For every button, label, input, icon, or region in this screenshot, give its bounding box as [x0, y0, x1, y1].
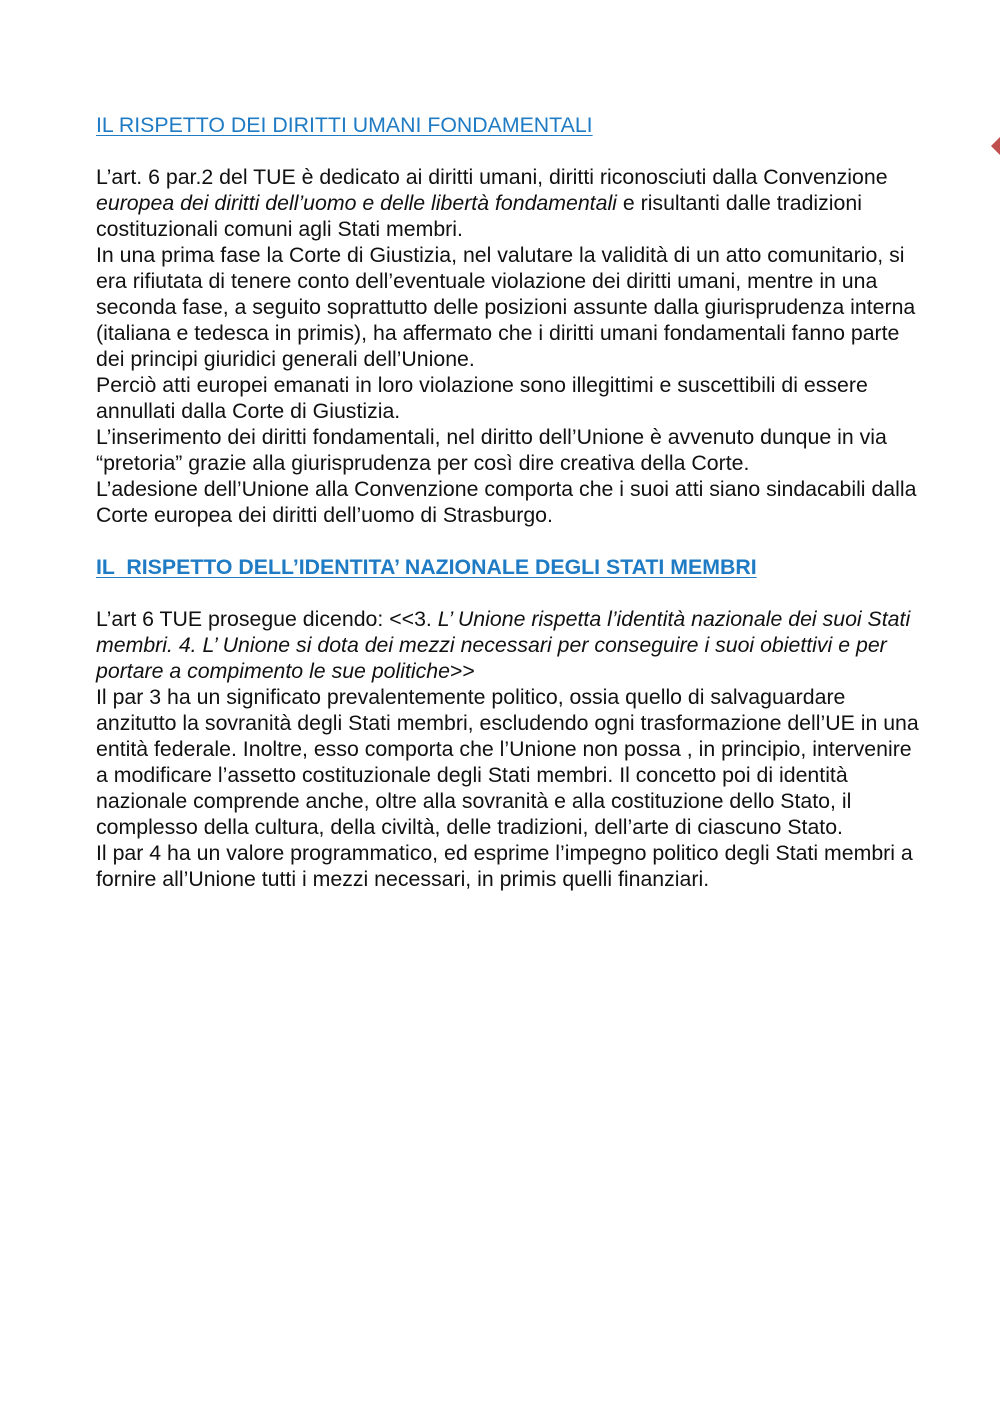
- paragraph: [96, 606, 926, 684]
- spacer: [96, 138, 926, 164]
- spacer: [96, 580, 926, 606]
- margin-marker-icon: [991, 137, 1000, 155]
- paragraph-text: e risultanti dalle tradizioni costituzionali comuni agli Stati membri.: [96, 191, 862, 241]
- paragraph: L’adesione dell’Unione alla Convenzione comporta che i suoi atti siano sindacabili dalla Corte europea dei diritti dell’uomo di Strasburgo.: [96, 477, 917, 527]
- paragraph: Il par 3 ha un significato prevalentemente politico, ossia quello di salvaguardare anzitutto la sovranità degli Stati membri, escludendo ogni trasformazione dell’UE in una entità federale. Inoltre, esso comporta che l’Unione non possa , in principio, intervenire a modificare l’assetto costituzionale degli Stati membri. Il concetto poi di identità nazionale comprende anche, oltre alla sovranità e alla costituzione dello Stato, il complesso della cultura, della civiltà, delle tradizioni, dell’arte di ciascuno Stato.: [96, 685, 919, 839]
- paragraph: Il par 4 ha un valore programmatico, ed esprime l’impegno politico degli Stati membri a fornire all’Unione tutti i mezzi necessari, in primis quelli finanziari.: [96, 841, 913, 891]
- paragraph: L’inserimento dei diritti fondamentali, nel diritto dell’Unione è avvenuto dunque in via “pretoria” grazie alla giurisprudenza per così dire creativa della Corte.: [96, 425, 887, 475]
- paragraph: [96, 164, 926, 242]
- paragraph-text: L’art. 6 par.2 del TUE è dedicato ai diritti umani, diritti riconosciuti dalla Convenzione: [96, 165, 888, 189]
- section-heading-human-rights: IL RISPETTO DEI DIRITTI UMANI FONDAMENTALI: [96, 113, 593, 137]
- section-heading-national-identity: IL RISPETTO DELL’IDENTITA’ NAZIONALE DEGLI STATI MEMBRI: [96, 555, 757, 579]
- paragraph: Perciò atti europei emanati in loro violazione sono illegittimi e suscettibili di essere annullati dalla Corte di Giustizia.: [96, 373, 868, 423]
- paragraph-text: L’art 6 TUE prosegue dicendo: <<3.: [96, 607, 438, 631]
- document-body: [96, 112, 926, 892]
- paragraph-italic-text: europea dei diritti dell’uomo e delle libertà fondamentali: [96, 191, 617, 215]
- paragraph-italic-text: L’ Unione rispetta l’identità nazionale dei suoi Stati membri. 4. L’ Unione si dota dei mezzi necessari per conseguire i suoi obiettivi e per portare a compimento le sue politiche: [96, 607, 911, 683]
- spacer: [96, 528, 926, 554]
- paragraph: In una prima fase la Corte di Giustizia, nel valutare la validità di un atto comunitario, si era rifiutata di tenere conto dell’eventuale violazione dei diritti umani, mentre in una seconda fase, a seguito soprattutto delle posizioni assunte dalla giurisprudenza interna (italiana e tedesca in primis), ha affermato che i diritti umani fondamentali fanno parte dei principi giuridici generali dell’Unione.: [96, 243, 916, 371]
- paragraph-text: >>: [449, 659, 475, 683]
